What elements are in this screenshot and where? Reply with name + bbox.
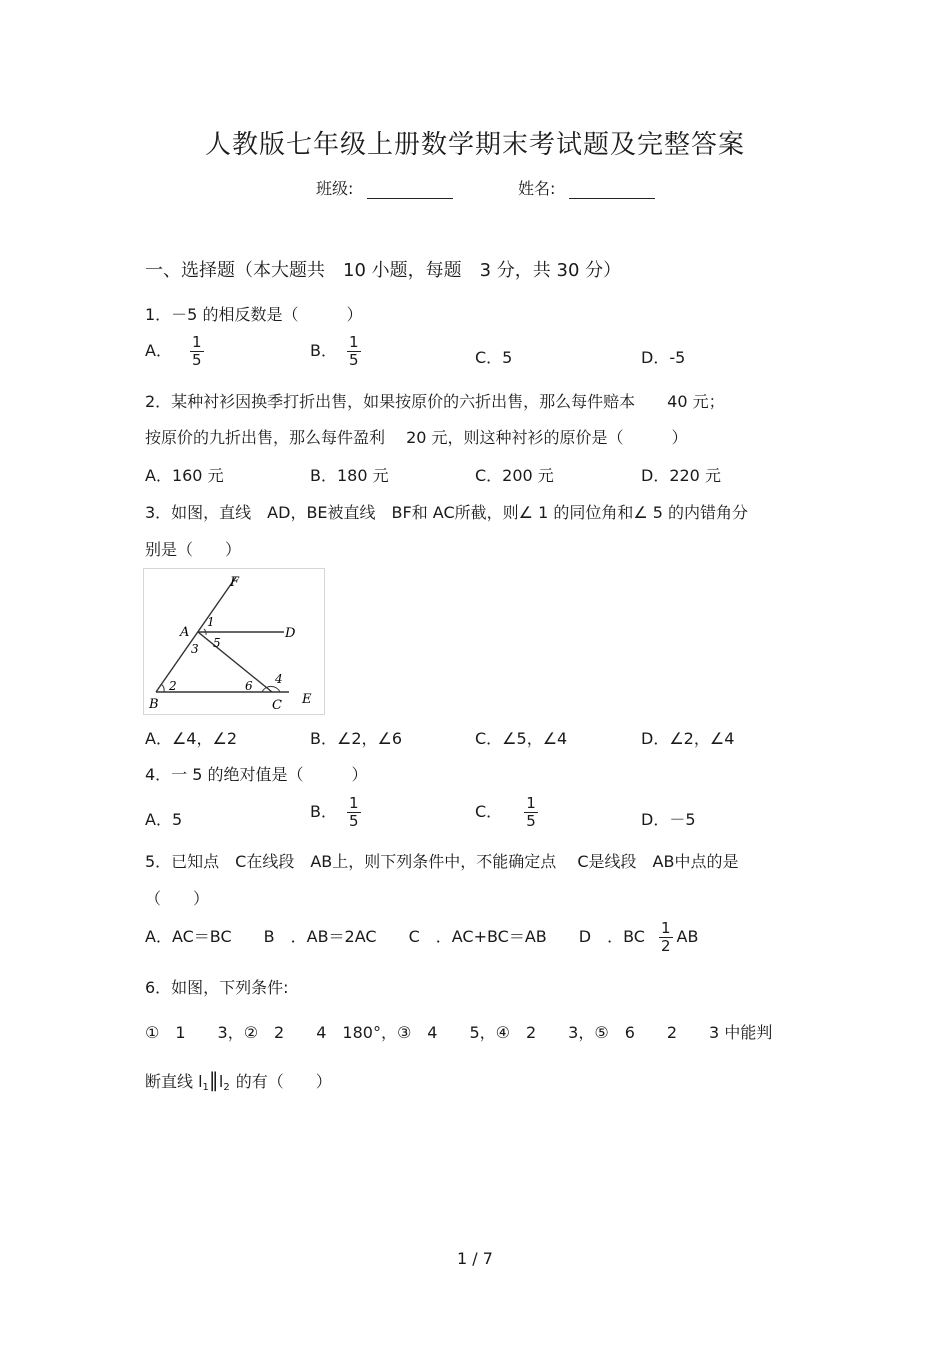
name-field [518,176,655,199]
q5-options: A．AC＝BC B ．AB＝2AC C ．AC+BC＝AB D ．BC $\frac{1}{2}$ AB [145,919,699,955]
label-f: F [230,575,240,590]
section-heading: 一、选择题（本大题共 10 小题，每题 3 分，共 30 分） [145,260,622,281]
name-blank [569,180,655,199]
q1-option-c: C．5 [475,348,513,367]
q3-option-c: C．∠5，∠4 [475,729,568,748]
q3-line1: 3．如图，直线 AD，BE被直线 BF和 AC所截，则∠ 1 的同位角和∠ 5 的内错角分 [145,503,749,522]
q6-conditions: ① 1 3，② 2 4 180°，③ 4 5，④ 2 3，⑤ 6 2 3 中能判 [145,1023,773,1042]
q4-option-a: A．5 [145,810,183,829]
label-c: C [272,698,282,713]
q2-line2: 按原价的九折出售，那么每件盈利 20 元，则这种衬衫的原价是（ ） [145,428,688,447]
parallel-symbol: ∥ [208,1068,219,1092]
angle-label-3: 3 [191,642,199,656]
angle-label-6: 6 [245,679,253,693]
label-e: E [302,692,312,707]
q6-stem: 6．如图，下列条件: [145,978,289,997]
page-number: 1 / 7 [457,1249,493,1268]
class-label: 班级: [316,179,354,198]
q1-stem: 1．－5 的相反数是（ ） [145,305,363,324]
q2-option-a: A．160 元 [145,466,224,485]
q2-option-b: B．180 元 [310,466,389,485]
q5-options-text: A．AC＝BC B ．AB＝2AC C ．AC+BC＝AB D ．BC [145,927,645,946]
q2-option-d: D．220 元 [641,466,721,485]
q5-line1: 5．已知点 C在线段 AB上，则下列条件中，不能确定点 C是线段 AB中点的是 [145,852,739,871]
class-field [316,176,453,199]
q3-line2: 别是（ ） [145,540,242,559]
label-d: D [285,626,296,641]
angle-label-4: 4 [275,672,283,686]
label-a: A [180,625,190,640]
q1-option-b: B． $\frac{1}{5}$ [310,333,359,369]
line-bf [156,577,236,692]
q3-option-d: D．∠2，∠4 [641,729,735,748]
q6-line3: 断直线 $l_1\parallel l_2$ 的有（ ） [145,1068,332,1093]
angle-label-1: 1 [207,615,215,629]
q4-stem: 4．一 5 的绝对值是（ ） [145,765,368,784]
q3-option-b: B．∠2，∠6 [310,729,403,748]
angle-label-5: 5 [213,636,221,650]
page-title: 人教版七年级上册数学期末考试题及完整答案 [204,130,745,160]
label-b: B [149,697,159,712]
q3-figure-svg [144,569,324,714]
q3-geometry-figure [143,568,325,715]
q4-option-b: B． $\frac{1}{5}$ [310,794,359,830]
q4-option-d: D．－5 [641,810,696,829]
q2-option-c: C．200 元 [475,466,554,485]
angle-label-2: 2 [169,679,177,693]
q5-line2: （ ） [145,889,210,908]
q3-option-a: A．∠4，∠2 [145,729,237,748]
line-ac [198,632,272,692]
q2-line1: 2．某种衬衫因换季打折出售，如果按原价的六折出售，那么每件赔本 40 元； [145,392,725,411]
name-label: 姓名: [518,179,556,198]
class-blank [367,180,453,199]
q1-option-a: A． $\frac{1}{5}$ [145,333,202,369]
q4-option-c: C． $\frac{1}{5}$ [475,794,536,830]
q1-option-d: D．-5 [641,348,686,367]
